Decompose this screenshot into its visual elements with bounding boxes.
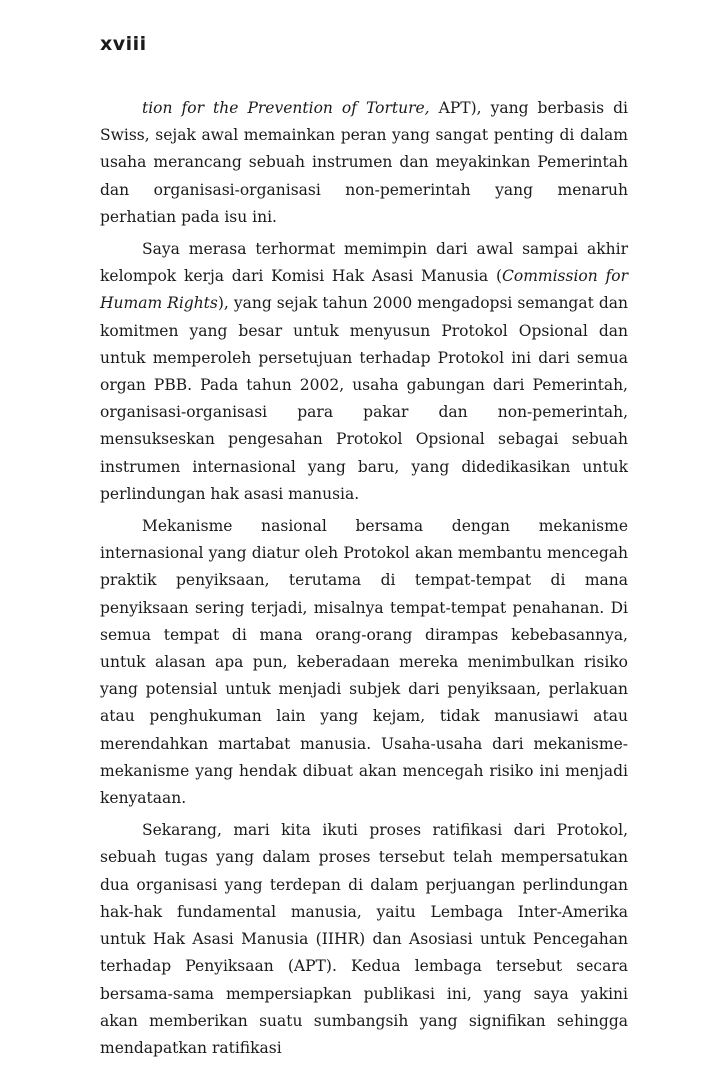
paragraph-4: Sekarang, mari kita ikuti proses ratifikasi dari Protokol, sebuah tugas yang dalam proses tersebut telah mempersatukan dua organisasi yang terdepan di dalam perjuangan perlindungan hak-hak fundamental manusia, yaitu Lembaga Inter-Amerika untuk Hak Asasi Manusia (IIHR) dan Asosiasi untuk Pencegahan terhadap Penyiksaan (APT). Kedua lembaga tersebut secara bersama-sama mempersiapkan publikasi ini, yang saya yakini akan memberikan suatu sumbangsih yang signifikan sehingga mendapatkan ratifikasi: [100, 821, 628, 1057]
paragraph-2-text-before: Saya merasa terhormat memimpin dari awal sampai akhir kelompok kerja dari Komisi Hak Asasi Manusia (: [100, 240, 628, 286]
page-number: xviii: [100, 33, 147, 55]
body-text: [100, 95, 628, 1067]
paragraph-2-italic: Commission for Humam Rights: [100, 267, 628, 313]
paragraph-1: [100, 95, 628, 231]
paragraph-1-italic: tion for the Prevention of Torture,: [142, 99, 430, 117]
paragraph-3: Mekanisme nasional bersama dengan mekanisme internasional yang diatur oleh Protokol akan membantu mencegah praktik penyiksaan, terutama di tempat-tempat di mana penyiksaan sering terjadi, misalnya tempat-tempat penahanan. Di semua tempat di mana orang-orang dirampas kebebasannya, untuk alasan apa pun, keberadaan mereka menimbulkan risiko yang potensial untuk menjadi subjek dari penyiksaan, perlakuan atau penghukuman lain yang kejam, tidak manusiawi atau merendahkan martabat manusia. Usaha-usaha dari mekanisme-mekanisme yang hendak dibuat akan mencegah risiko ini menjadi kenyataan.: [100, 517, 628, 808]
paragraph-2-text-after: ), yang sejak tahun 2000 mengadopsi semangat dan komitmen yang besar untuk menyusun Protokol Opsional dan untuk memperoleh persetujuan terhadap Protokol ini dari semua organ PBB. Pada tahun 2002, usaha gabungan dari Pemerintah, organisasi-organisasi para pakar dan non-pemerintah, mensukseskan pengesahan Protokol Opsional sebagai sebuah instrumen internasional yang baru, yang didedikasikan untuk perlindungan hak asasi manusia.: [100, 294, 628, 503]
paragraph-2: [100, 236, 628, 508]
paragraph-1-text: APT), yang berbasis di Swiss, sejak awal memainkan peran yang sangat penting di dalam usaha merancang sebuah instrumen dan meyakinkan Pemerintah dan organisasi-organisasi non-pemerintah yang menaruh perhatian pada isu ini.: [100, 99, 628, 226]
